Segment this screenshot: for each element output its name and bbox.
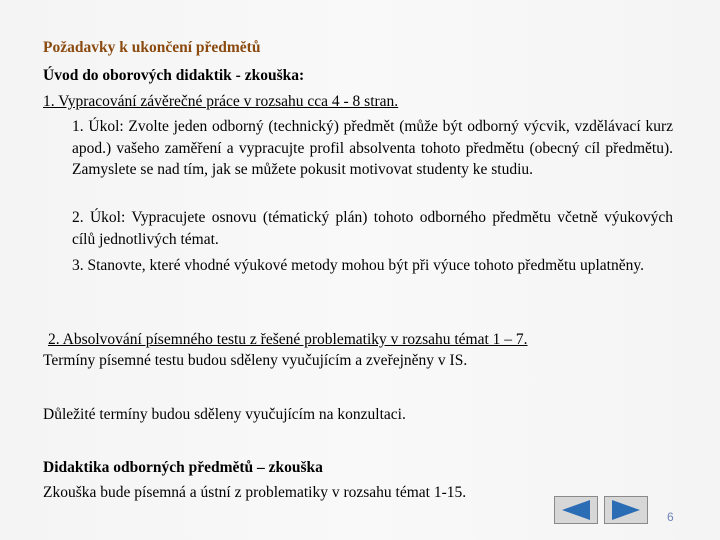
task-3-text: 3. Stanovte, které vhodné výukové metody mohou být při výuce tohoto předmětu uplatněny.: [72, 257, 644, 274]
important-notice: Důležité termíny budou sděleny vyučujícím na konzultaci.: [43, 406, 406, 423]
arrow-left-icon: [555, 497, 597, 523]
exam-description: Zkouška bude písemná a ústní z problematiky v rozsahu témat 1-15.: [43, 484, 467, 501]
task-1-text: 1. Úkol: Zvolte jeden odborný (technický) předmět (může být odborný výcvik, vzdělávací kurz apod.) vašeho zaměření a vypracujte profil absolventa tohoto předmětu (obecný cíl předmětu). Zamyslete se nad tím, jak se můžete pokusit motivovat studenty ke studiu.: [72, 118, 673, 178]
requirement-2-heading: 2. Absolvování písemného testu z řešené problematiky v rozsahu témat 1 – 7.: [48, 331, 528, 348]
previous-slide-button[interactable]: [554, 496, 598, 524]
slide-title: Požadavky k ukončení předmětů: [43, 39, 261, 56]
task-2-text: 2. Úkol: Vypracujete osnovu (tématický plán) tohoto odborného předmětu včetně výukových cílů jednotlivých témat.: [72, 209, 673, 248]
next-slide-button[interactable]: [604, 496, 648, 524]
test-dates-text: Termíny písemné testu budou sděleny vyučujícím a zveřejněny v IS.: [43, 352, 468, 369]
exam-title: Didaktika odborných předmětů – zkouška: [43, 459, 323, 476]
course-subtitle: Úvod do oborových didaktik - zkouška:: [43, 67, 305, 84]
page-number: 6: [667, 510, 674, 524]
arrow-right-icon: [605, 497, 647, 523]
requirement-1-heading: 1. Vypracování závěrečné práce v rozsahu cca 4 - 8 stran.: [43, 93, 399, 110]
